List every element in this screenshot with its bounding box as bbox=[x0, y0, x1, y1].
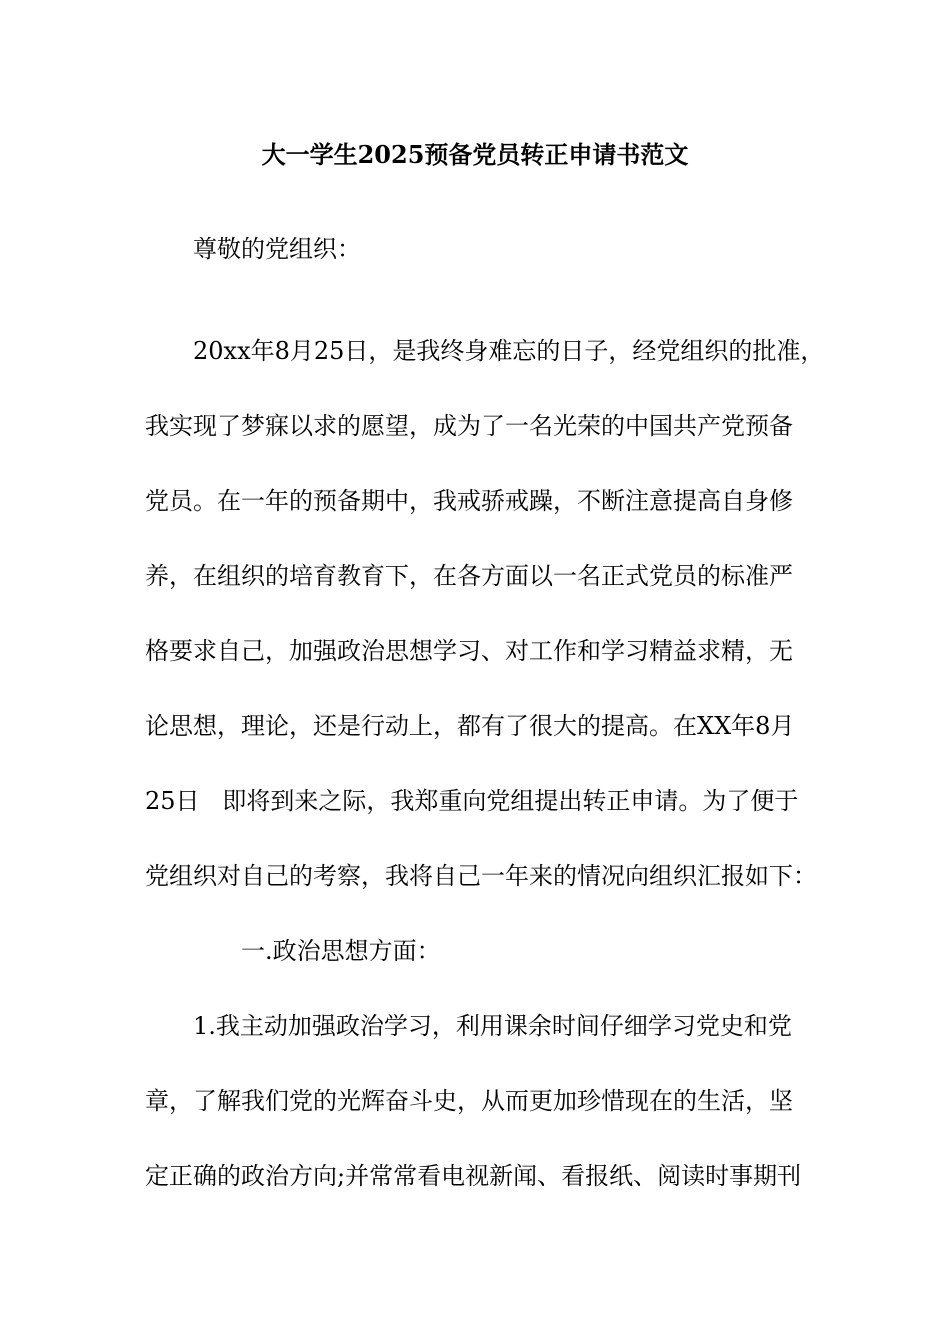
paragraph-line: 养，在组织的培育教育下，在各方面以一名正式党员的标准严 bbox=[145, 562, 793, 590]
salutation: 尊敬的党组织： bbox=[193, 235, 361, 263]
paragraph-line: 20xx年8月25日，是我终身难忘的日子，经党组织的批准， bbox=[193, 337, 825, 365]
paragraph-line: 1.我主动加强政治学习，利用课余时间仔细学习党史和党 bbox=[193, 1012, 792, 1040]
section-heading: 一.政治思想方面： bbox=[241, 937, 441, 965]
paragraph-line: 党组织对自己的考察，我将自己一年来的情况向组织汇报如下： bbox=[145, 862, 817, 890]
paragraph-line: 我实现了梦寐以求的愿望，成为了一名光荣的中国共产党预备 bbox=[145, 412, 793, 440]
document-title: 大一学生2025预备党员转正申请书范文 bbox=[261, 140, 689, 169]
paragraph-line: 章，了解我们党的光辉奋斗史，从而更加珍惜现在的生活，坚 bbox=[145, 1087, 793, 1115]
paragraph-line: 格要求自己，加强政治思想学习、对工作和学习精益求精，无 bbox=[145, 637, 793, 665]
paragraph-line: 定正确的政治方向;并常常看电视新闻、看报纸、阅读时事期刊 bbox=[145, 1162, 802, 1190]
paragraph-line: 论思想，理论，还是行动上，都有了很大的提高。在XX年8月 bbox=[145, 712, 795, 740]
paragraph-line: 党员。在一年的预备期中，我戒骄戒躁，不断注意提高自身修 bbox=[145, 487, 793, 515]
paragraph-line: 25日 即将到来之际，我郑重向党组提出转正申请。为了便于 bbox=[145, 787, 799, 815]
